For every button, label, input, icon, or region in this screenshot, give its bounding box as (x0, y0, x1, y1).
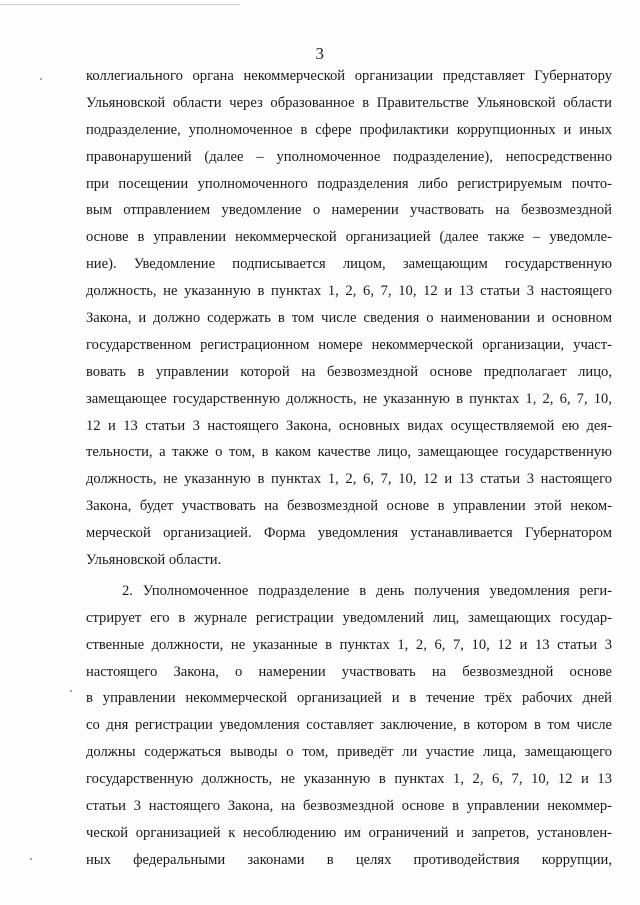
text-line: ние). Уведомление подписывается лицом, замещающим государственную (86, 256, 612, 273)
page-number: 3 (315, 44, 325, 63)
scan-artifact-top (0, 4, 240, 5)
scan-artifact-dot (30, 858, 32, 860)
text-line: ных федеральными законами в целях противодействия коррупции, (86, 851, 612, 868)
text-line: должность, не указанную в пунктах 1, 2, 6, 7, 10, 12 и 13 статьи 3 настоящего (86, 283, 612, 300)
text-line: государственном регистрационном номере некоммерческой организации, участ- (86, 336, 612, 353)
text-line: стрирует его в журнале регистрации уведомлений лиц, замещающих государ- (86, 609, 612, 626)
text-line: тельности, а также о том, в каком качестве лицо, замещающее государственную (86, 444, 612, 461)
text-line: 2. Уполномоченное подразделение в день получения уведомления реги- (122, 582, 612, 599)
text-line: Закона, и должно содержать в том числе сведения о наименовании и основном (86, 310, 612, 327)
text-line: Ульяновской области. (86, 552, 222, 569)
text-line: со дня регистрации уведомления составляет заключение, в котором в том числе (86, 717, 612, 734)
text-line: государственную должность, не указанную в пунктах 1, 2, 6, 7, 10, 12 и 13 (86, 771, 612, 788)
document-body (86, 63, 612, 874)
text-line: подразделение, уполномоченное в сфере профилактики коррупционных и иных (86, 121, 612, 138)
text-line: статьи 3 настоящего Закона, на безвозмездной основе в управлении некоммер- (86, 798, 612, 815)
text-line: ственные должности, не указанные в пунктах 1, 2, 6, 7, 10, 12 и 13 статьи 3 (86, 636, 612, 653)
text-line: вовать в управлении которой на безвозмездной основе предполагает лицо, (86, 363, 612, 380)
text-line: замещающее государственную должность, не указанную в пунктах 1, 2, 6, 7, 10, (86, 390, 612, 407)
text-line: должность, не указанную в пунктах 1, 2, 6, 7, 10, 12 и 13 статьи 3 настоящего (86, 471, 612, 488)
text-line: при посещении уполномоченного подразделения либо регистрируемым почто- (86, 175, 612, 192)
text-line: правонарушений (далее – уполномоченное подразделение), непосредственно (86, 148, 612, 165)
scan-artifact-dot (40, 78, 42, 80)
text-line: коллегиального органа некоммерческой организации представляет Губернатору (86, 68, 612, 84)
paragraph-2 (86, 578, 612, 874)
text-line: ческой организацией к несоблюдению им ограничений и запретов, установлен- (86, 824, 612, 841)
text-line: вым отправлением уведомление о намерении участвовать на безвозмездной (86, 202, 612, 219)
text-line: Ульяновской области через образованное в Правительстве Ульяновской области (86, 94, 612, 111)
text-line: основе в управлении некоммерческой организацией (далее также – уведомле- (86, 229, 612, 246)
text-line: должны содержаться выводы о том, приведёт ли участие лица, замещающего (86, 744, 612, 761)
scan-artifact-dot (70, 690, 72, 692)
paragraph-1 (86, 63, 612, 574)
text-line: 12 и 13 статьи 3 настоящего Закона, основных видах осуществляемой ею дея- (86, 417, 612, 434)
text-line: в управлении некоммерческой организацией и в течение трёх рабочих дней (86, 690, 612, 707)
text-line: Закона, будет участвовать на безвозмездной основе в управлении этой неком- (86, 498, 612, 515)
text-line: настоящего Закона, о намерении участвовать на безвозмездной основе (86, 663, 612, 680)
text-line: мерческой организацией. Форма уведомления устанавливается Губернатором (86, 525, 612, 542)
